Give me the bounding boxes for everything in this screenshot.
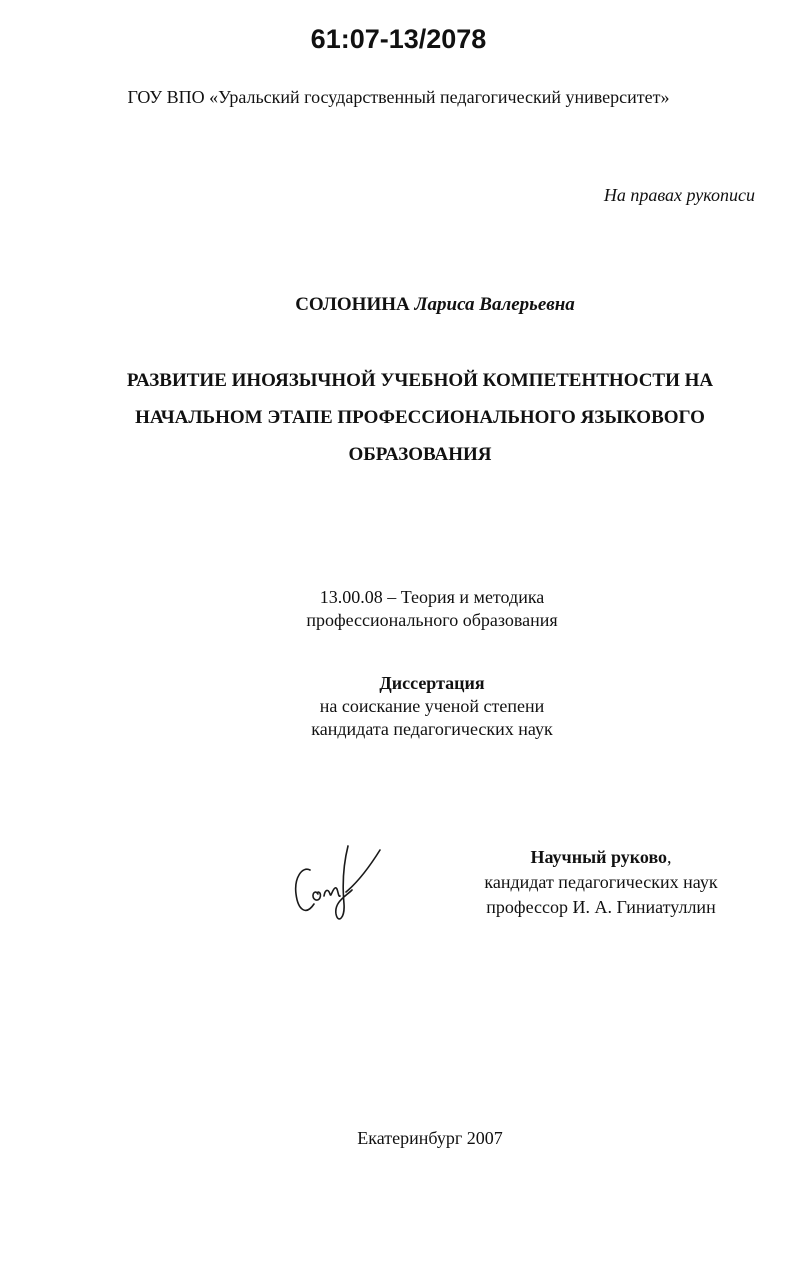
specialty-line: профессионального образования: [306, 610, 558, 630]
manuscript-note: На правах рукописи: [603, 185, 755, 205]
dissertation-degree-block: [212, 672, 652, 741]
handwritten-signature: [288, 832, 388, 932]
author-given-names: Лариса Валерьевна: [414, 294, 575, 315]
supervisor-block: [451, 845, 751, 920]
city-year: Екатеринбург 2007: [357, 1128, 503, 1148]
supervisor-heading: Научный руково: [530, 847, 668, 867]
degree-line: кандидата педагогических наук: [311, 719, 553, 739]
author-name: [0, 294, 797, 316]
title-line: НАЧАЛЬНОМ ЭТАПЕ ПРОФЕССИОНАЛЬНОГО ЯЗЫКОВОГО: [135, 407, 705, 428]
author-surname: СОЛОНИНА: [295, 294, 410, 315]
title-line: РАЗВИТИЕ ИНОЯЗЫЧНОЙ УЧЕБНОЙ КОМПЕТЕНТНОСТИ НА: [126, 370, 714, 391]
dissertation-title: [60, 362, 780, 473]
supervisor-heading-comma: ,: [667, 847, 672, 867]
specialty-line: 13.00.08 – Теория и методика: [319, 587, 545, 607]
supervisor-name: профессор И. А. Гиниатуллин: [486, 897, 716, 917]
title-line: ОБРАЗОВАНИЯ: [348, 444, 492, 465]
specialty-code: [212, 586, 652, 632]
dissertation-heading: Диссертация: [379, 673, 485, 693]
supervisor-heading-line: [451, 845, 751, 870]
degree-line: на соискание ученой степени: [319, 696, 545, 716]
archive-number: 61:07-13/2078: [310, 24, 487, 54]
institution-name: ГОУ ВПО «Уральский государственный педагогический университет»: [127, 87, 670, 107]
supervisor-degree: кандидат педагогических наук: [484, 872, 718, 892]
